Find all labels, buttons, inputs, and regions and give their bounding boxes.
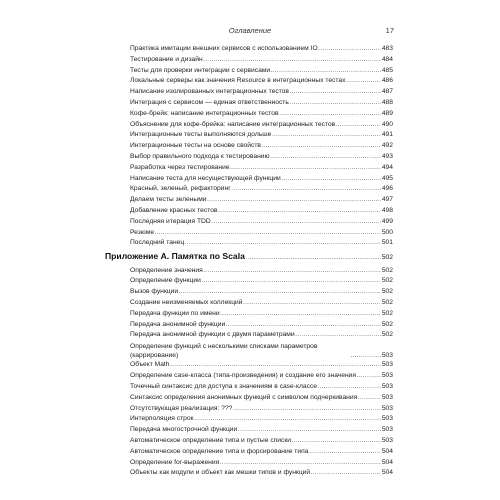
dot-leader — [231, 184, 381, 195]
page-number: 17 — [385, 26, 394, 35]
toc-entry-label: Объект Math — [130, 361, 170, 369]
toc-entry-label: Объекты как модули и объект как мешки типов и функций — [130, 469, 311, 477]
toc-entry-label: Автоматическое определение типа и форсирование типа — [130, 447, 309, 455]
dot-leader — [279, 109, 381, 120]
dot-leader — [261, 141, 381, 152]
toc-entry-page: 484 — [381, 55, 393, 63]
toc-entry-page: 485 — [381, 66, 393, 74]
running-head — [0, 26, 500, 38]
toc-entry-label: Написание теста для несуществующей функции — [130, 174, 281, 182]
dot-leader — [218, 206, 381, 217]
dot-leader — [203, 266, 381, 277]
toc-entry-label: Передача анонимной функции с двумя параметрами — [130, 331, 295, 339]
toc-entry[interactable] — [130, 87, 393, 98]
dot-leader — [295, 330, 381, 341]
toc-entry-page: 498 — [381, 207, 393, 214]
toc-entry-label: Тесты для проверки интеграции с сервисами — [130, 66, 271, 74]
toc-entry-page: 503 — [381, 404, 393, 412]
toc-entry-label: Делаем тесты зелеными — [130, 196, 207, 204]
toc-entry-page: 503 — [381, 393, 393, 401]
toc-entry-page: 489 — [381, 109, 393, 117]
toc-entry[interactable] — [130, 276, 393, 287]
toc-entry-page: 504 — [381, 458, 393, 466]
dot-leader — [292, 436, 382, 447]
toc-entry[interactable] — [130, 109, 393, 120]
toc-entry[interactable] — [130, 382, 393, 393]
toc-entry[interactable] — [130, 228, 393, 239]
dot-leader — [211, 217, 381, 228]
toc-entry[interactable] — [130, 371, 393, 382]
toc-entry[interactable] — [130, 468, 393, 479]
dot-leader — [358, 393, 382, 404]
toc-entry-page: 503 — [381, 351, 393, 359]
toc-entry-label: Передача многострочной функции — [130, 426, 238, 434]
toc-entry-label: Последняя итерация TDD — [130, 217, 211, 225]
toc-entry-label: Определение case-класса (типа-произведения) и создание его значения — [130, 372, 357, 380]
toc-entry-page: 483 — [381, 45, 393, 52]
toc-entry-page: 502 — [381, 309, 393, 317]
dot-leader — [155, 228, 382, 239]
toc-entry-label: Локальные серверы как значения Resource в интеграционных тестах — [130, 77, 346, 85]
toc-entry-page: 495 — [381, 174, 393, 182]
toc-entry-page: 499 — [381, 217, 393, 225]
toc-entry-label: Передача функции по имени — [130, 309, 220, 317]
toc-entry-page: 497 — [381, 196, 393, 204]
toc-entry-page: 487 — [381, 88, 393, 96]
toc-entry-label: Синтаксис определения анонимных функций с символом подчеркивания — [130, 393, 358, 401]
toc-entry-page: 491 — [381, 131, 393, 139]
appendix-page: 502 — [381, 254, 393, 261]
toc-entry-page: 488 — [381, 99, 393, 106]
dot-leader — [233, 404, 381, 415]
toc-entry[interactable] — [130, 66, 393, 77]
dot-leader — [336, 120, 382, 131]
toc-entry[interactable] — [130, 393, 393, 404]
toc-entry-label: Вызов функции — [130, 288, 179, 296]
dot-leader — [289, 87, 381, 98]
dot-leader — [220, 458, 382, 469]
toc-entry-page: 504 — [381, 469, 393, 477]
toc-entry[interactable] — [130, 163, 393, 174]
toc-entry-label: Красный, зеленый, рефакторинг — [130, 185, 231, 193]
toc-entry-label: Определение функций с несколькими списками параметров (каррирование) — [130, 342, 318, 359]
toc-entry[interactable] — [130, 55, 393, 66]
toc-entry-page: 502 — [381, 331, 393, 339]
dot-leader — [243, 298, 381, 309]
toc-entry[interactable] — [130, 266, 393, 277]
toc-entry-page: 502 — [381, 298, 393, 306]
dot-leader — [318, 382, 382, 393]
toc-entry-page: 503 — [381, 361, 393, 369]
toc-entry[interactable] — [130, 404, 393, 415]
toc-entry-label: Выбор правильного подхода к тестированию — [130, 153, 270, 160]
dot-leader — [281, 174, 381, 185]
toc-entry[interactable] — [130, 217, 393, 228]
toc-entry-label: Практика имитации внешних сервисов с использованием IO — [130, 45, 318, 52]
appendix-title: Приложение А. Памятка по Scala — [105, 251, 245, 261]
toc-entry[interactable] — [130, 360, 393, 371]
toc-entry-page: 494 — [381, 163, 393, 171]
toc-entry-page: 503 — [381, 436, 393, 444]
dot-leader — [357, 371, 382, 382]
toc-entry-label: Написание изолированных интеграционных тестов — [130, 88, 289, 96]
toc-entry-label: Автоматическое определение типа и пустые списки — [130, 436, 292, 444]
toc-entry-page: 503 — [381, 415, 393, 423]
toc-entry[interactable] — [130, 195, 393, 206]
dot-leader — [203, 55, 381, 66]
toc-entry-label: Определение значения — [130, 266, 203, 274]
toc-entry[interactable] — [130, 130, 393, 141]
toc-entry-label: Резюме — [130, 228, 155, 236]
dot-leader — [246, 251, 381, 265]
toc-entry-page: 503 — [381, 426, 393, 434]
dot-leader — [201, 276, 381, 287]
dot-leader — [230, 163, 381, 174]
toc-entry-page: 503 — [381, 372, 393, 380]
toc-entry[interactable] — [130, 447, 393, 458]
dot-leader — [289, 98, 381, 109]
running-title: Оглавление — [228, 26, 272, 35]
toc-entry[interactable] — [130, 414, 393, 425]
toc-entry[interactable] — [130, 174, 393, 185]
toc-entry-label: Разработка через тестирование — [130, 163, 230, 171]
dot-leader — [271, 66, 382, 77]
toc-entry[interactable] — [130, 298, 393, 309]
toc-entry-label: Интеграционные тесты выполняются дольше — [130, 131, 272, 139]
toc-entry[interactable] — [130, 120, 393, 131]
toc-entry-label: Интеграционные тесты на основе свойств — [130, 142, 261, 150]
toc-entry-label: Определение функции — [130, 277, 201, 285]
toc-entry[interactable] — [130, 206, 393, 217]
toc-entry-page: 502 — [381, 288, 393, 296]
toc-entry[interactable] — [130, 76, 393, 87]
toc-entry-page: 504 — [381, 447, 393, 455]
toc-entry-page: 492 — [381, 142, 393, 150]
toc-entry-page: 503 — [381, 382, 393, 390]
toc-entry-label: Отсутствующая реализация: ??? — [130, 404, 233, 412]
toc-entry[interactable] — [130, 141, 393, 152]
toc-entry-label: Добавление красных тестов — [130, 207, 218, 214]
dot-leader — [238, 425, 382, 436]
toc-entry[interactable] — [130, 436, 393, 447]
toc-entry-label: Тестирование и дизайн — [130, 55, 203, 63]
toc-entry[interactable] — [130, 287, 393, 298]
dot-leader — [170, 360, 381, 371]
toc-entry-page: 496 — [381, 185, 393, 193]
toc-entry-label: Точечный синтаксис для доступа к значениям в case-классе — [130, 382, 318, 390]
toc-entry-label: Интерполяция строк — [130, 415, 194, 423]
toc-entry-page: 502 — [381, 266, 393, 274]
toc-entry-label: Интеграция с сервисом — единая ответственность — [130, 99, 289, 106]
toc-entry[interactable] — [130, 320, 393, 331]
toc-entry[interactable] — [130, 425, 393, 436]
dot-leader — [270, 152, 381, 163]
toc-entry-label: Последний танец — [130, 239, 185, 247]
appendix-heading[interactable] — [105, 249, 393, 263]
toc-entry[interactable] — [130, 238, 393, 249]
toc-entry-page: 502 — [381, 320, 393, 328]
dot-leader — [351, 351, 382, 360]
toc-entry[interactable] — [130, 458, 393, 469]
dot-leader — [272, 130, 382, 141]
dot-leader — [220, 309, 381, 320]
dot-leader — [311, 468, 382, 479]
toc-entry[interactable] — [130, 341, 393, 360]
dot-leader — [226, 320, 382, 331]
dot-leader — [318, 44, 381, 55]
toc-entry-page: 490 — [381, 120, 393, 128]
toc-entry[interactable] — [130, 184, 393, 195]
toc-entry-label: Передача анонимной функции — [130, 320, 226, 328]
toc-entry[interactable] — [130, 152, 393, 163]
toc-entry-label: Объяснение для кофе-брейка: написание интеграционных тестов — [130, 120, 336, 128]
toc-entry-page: 486 — [381, 77, 393, 85]
toc-entry-page: 500 — [381, 228, 393, 236]
toc-entry-page: 502 — [381, 277, 393, 285]
dot-leader — [346, 76, 381, 87]
toc-entry[interactable] — [130, 309, 393, 320]
toc-entry[interactable] — [130, 44, 393, 55]
toc-entry-label: Кофе-брейк: написание интеграционных тестов — [130, 109, 279, 117]
dot-leader — [309, 447, 381, 458]
toc-entry-page: 501 — [381, 239, 393, 247]
toc-entry-label: Определение for-выражения — [130, 458, 220, 466]
dot-leader — [179, 287, 382, 298]
dot-leader — [185, 238, 382, 249]
toc-entry-page: 493 — [381, 153, 393, 160]
toc-entry[interactable] — [130, 330, 393, 341]
toc-entry[interactable] — [130, 98, 393, 109]
toc-entry-label: Создание неизменяемых коллекций — [130, 298, 243, 306]
dot-leader — [207, 195, 381, 206]
dot-leader — [194, 414, 381, 425]
